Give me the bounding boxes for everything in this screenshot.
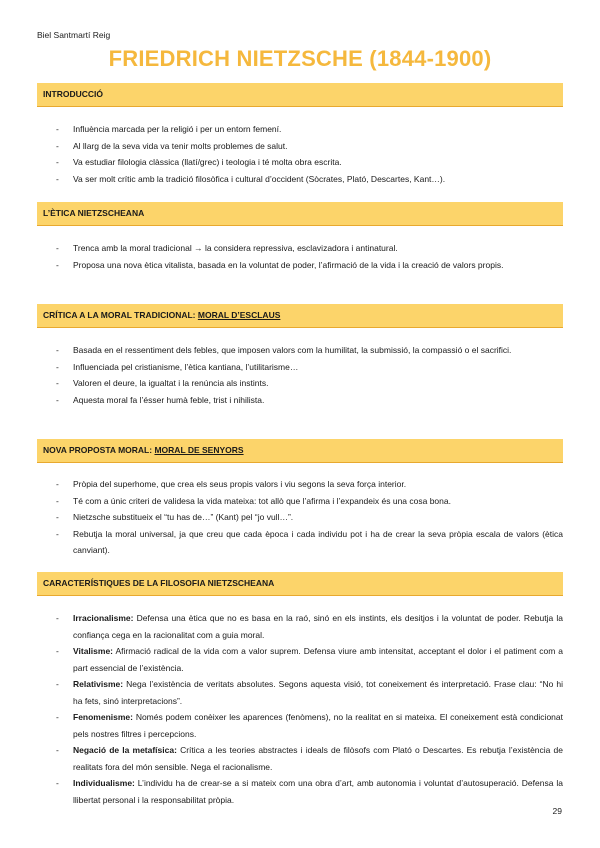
dash-bullet: - (56, 173, 59, 184)
list-item (37, 526, 563, 559)
term-label: Relativisme: (73, 679, 124, 689)
dash-bullet: - (56, 745, 59, 755)
dash-bullet: - (56, 378, 59, 388)
section-list-caracteristiques (37, 610, 563, 808)
list-item-text: Té com a únic criteri de validesa la vida mateixa: tot allò que l’afirma i l’expandeix és una cosa bona. (73, 495, 451, 506)
list-item-text: Rebutja la moral universal, ja que creu que cada època i cada individu pot i ha de crear la seva pròpia escala de valors (ètica canviant). (73, 528, 563, 555)
list-item-text: Va estudiar filologia clàssica (llatí/grec) i teologia i té molta obra escrita. (73, 157, 342, 167)
list-item-text: Influència marcada per la religió i per un entorn femení. (73, 124, 282, 134)
section-list-etica (37, 240, 563, 273)
list-item (37, 375, 563, 392)
dash-bullet: - (56, 495, 59, 506)
list-item (37, 240, 563, 257)
author-name: Biel Santmartí Reig (37, 30, 111, 40)
list-item (37, 676, 563, 709)
dash-bullet: - (56, 394, 59, 405)
dash-bullet: - (56, 778, 59, 788)
list-item (37, 342, 563, 359)
list-item-text: Influenciada pel cristianisme, l’ètica kantiana, l’utilitarisme… (73, 361, 299, 372)
dash-bullet: - (56, 712, 59, 722)
dash-bullet: - (56, 613, 59, 623)
section-heading-etica (37, 202, 563, 226)
term-text: Només podem conèixer les aparences (fenòmens), no la realitat en si mateixa. El coneixement està condicionat pels nostres filtres i percepcions. (73, 712, 563, 739)
list-item-text: Pròpia del superhome, que crea els seus propis valors i viu segons la seva força interior. (73, 479, 407, 489)
section-heading-nova-proposta (37, 439, 563, 463)
list-item-text: Aquesta moral fa l’ésser humà feble, trist i nihilista. (73, 394, 265, 405)
list-item (37, 610, 563, 643)
list-item (37, 257, 563, 274)
dash-bullet: - (56, 140, 59, 151)
page-number: 29 (552, 806, 562, 816)
list-item (37, 171, 563, 188)
term-text: Nega l’existència de veritats absolutes. Segons aquesta visió, tot coneixement és interpretació. Frase clau: “No hi ha fets, sinó interpretacions”. (73, 679, 563, 706)
term-text: Afirmació radical de la vida com a valor suprem. Defensa viure amb intensitat, acceptant el dolor i el patiment com a part essencial de l’existència. (73, 646, 563, 673)
dash-bullet: - (56, 361, 59, 372)
dash-bullet: - (56, 345, 59, 355)
term-text: L’individu ha de crear-se a si mateix com una obra d’art, amb autonomia i voluntat d’autosuperació. Defensa la llibertat personal i la responsabilitat pròpia. (73, 778, 563, 805)
list-item (37, 509, 563, 526)
list-item (37, 775, 563, 808)
list-item (37, 643, 563, 676)
list-item (37, 493, 563, 510)
list-item-text: Basada en el ressentiment dels febles, que imposen valors com la humilitat, la submissió, la compassió o el sacrifici. (73, 345, 512, 355)
dash-bullet: - (56, 646, 59, 656)
list-item (37, 138, 563, 155)
list-item-text: Trenca amb la moral tradicional → la considera repressiva, esclavizadora i antinatural. (73, 243, 398, 253)
section-heading-text: NOVA PROPOSTA MORAL: (43, 445, 153, 455)
section-heading-underlined: MORAL D’ESCLAUS (197, 310, 281, 320)
term-text: Defensa una ètica que no es basa en la raó, sinó en els instints, els desitjos i la voluntat de poder. Rebutja la confiança cega en la racionalitat com a guia moral. (73, 613, 563, 640)
list-item (37, 476, 563, 493)
page-title: FRIEDRICH NIETZSCHE (1844-1900) (108, 46, 492, 71)
list-item (37, 121, 563, 138)
section-heading-text: INTRODUCCIÓ (43, 89, 103, 99)
section-list-introduccio (37, 121, 563, 187)
dash-bullet: - (56, 124, 59, 134)
section-heading-text: L’ÈTICA NIETZSCHEANA (43, 208, 145, 218)
dash-bullet: - (56, 679, 59, 689)
term-label: Individualisme: (73, 778, 135, 788)
list-item (37, 742, 563, 775)
section-list-critica (37, 342, 563, 408)
dash-bullet: - (56, 259, 59, 270)
section-heading-underlined: MORAL DE SENYORS (154, 445, 244, 455)
list-item (37, 709, 563, 742)
term-text: Crítica a les teories abstractes i ideals de filòsofs com Plató o Descartes. Es rebutja l’existència de realitats fora del món sensible. Nega el racionalisme. (73, 745, 563, 772)
dash-bullet: - (56, 479, 59, 489)
term-label: Vitalisme: (73, 646, 114, 656)
dash-bullet: - (56, 157, 59, 167)
section-heading-text: CRÍTICA A LA MORAL TRADICIONAL: (43, 310, 196, 320)
list-item-text: Proposa una nova ètica vitalista, basada en la voluntat de poder, l’afirmació de la vida i la creació de valors propis. (73, 259, 504, 270)
section-heading-critica (37, 304, 563, 328)
list-item-text: Al llarg de la seva vida va tenir molts problemes de salut. (73, 140, 288, 151)
dash-bullet: - (56, 512, 59, 522)
term-label: Fenomenisme: (73, 712, 133, 722)
section-heading-caracteristiques (37, 572, 563, 596)
list-item (37, 154, 563, 171)
section-list-nova-proposta (37, 476, 563, 559)
dash-bullet: - (56, 528, 59, 539)
list-item (37, 392, 563, 409)
list-item-text: Nietzsche substitueix el “tu has de…” (Kant) pel “jo vull…”. (73, 512, 294, 522)
term-label: Irracionalisme: (73, 613, 134, 623)
section-heading-introduccio (37, 83, 563, 107)
list-item (37, 359, 563, 376)
list-item-text: Va ser molt crític amb la tradició filosòfica i cultural d’occident (Sòcrates, Plató, Descartes, Kant…). (73, 173, 446, 184)
dash-bullet: - (56, 243, 59, 253)
list-item-text: Valoren el deure, la igualtat i la renúncia als instints. (73, 378, 269, 388)
section-heading-text: CARACTERÍSTIQUES DE LA FILOSOFIA NIETZSCHEANA (43, 578, 275, 588)
term-label: Negació de la metafísica: (73, 745, 177, 755)
